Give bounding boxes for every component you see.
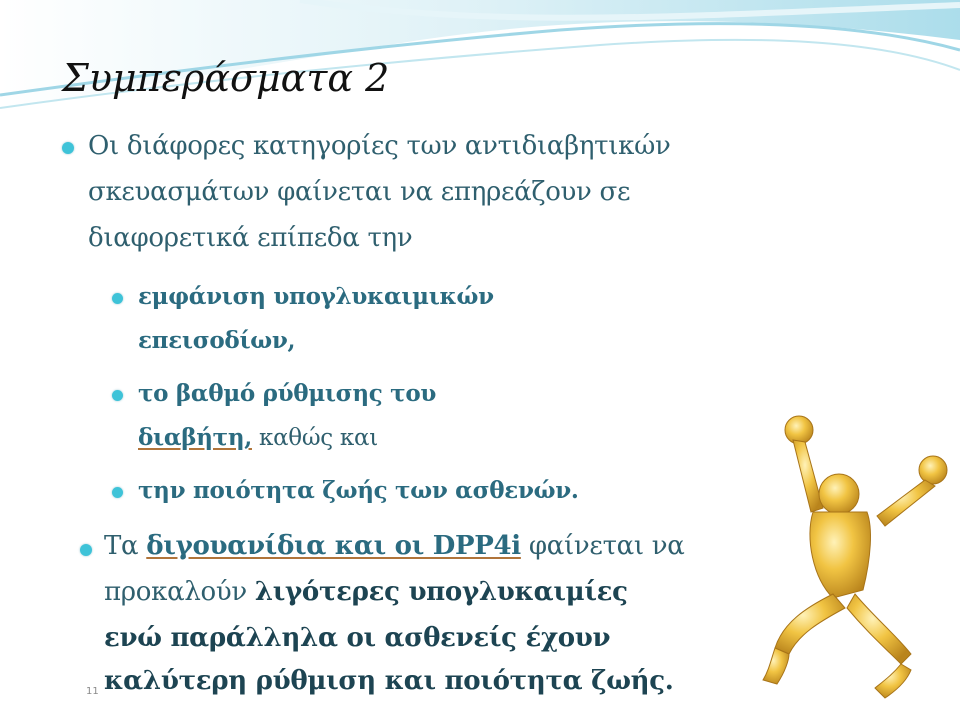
sub3-line1: την ποιότητα ζωής των ασθενών.	[138, 477, 579, 504]
sub-bullet-dot-icon	[112, 390, 123, 401]
bullet2-line2-bold: λιγότερες υπογλυκαιμίες	[254, 577, 628, 607]
golden-jumping-figure-illustration	[735, 408, 957, 700]
bullet2-line1-bold: διγουανίδια και οι DPP4i	[146, 531, 521, 561]
slide-number: 11	[86, 686, 99, 697]
sub-bullet-dot-icon	[112, 487, 123, 498]
slide-title: Συμπεράσματα 2	[62, 56, 390, 100]
sub2-line2-rest: καθώς και	[251, 425, 378, 451]
bullet2-line4: καλύτερη ρύθμιση και ποιότητα ζωής.	[104, 666, 674, 696]
sub2-line1: το βαθμό ρύθμισης του	[138, 380, 437, 407]
sub-bullet-dot-icon	[112, 293, 123, 304]
bullet-dot-icon	[80, 544, 92, 556]
bullet2-line1	[104, 531, 685, 561]
bullet2-line1-pre: Τα	[104, 531, 147, 561]
bullet2-line1-post: φαίνεται να	[520, 531, 685, 561]
bullet-dot-icon	[62, 142, 74, 154]
sub2-line2	[138, 424, 378, 451]
sub1-line1: εμφάνιση υπογλυκαιμικών	[138, 283, 494, 310]
sub1-line2: επεισοδίων,	[138, 327, 296, 354]
bullet1-line2: σκευασμάτων φαίνεται να επηρεάζουν σε	[88, 177, 631, 207]
bullet2-line3: ενώ παράλληλα οι ασθενείς έχουν	[104, 623, 611, 653]
sub2-line2-bold: διαβήτη,	[138, 424, 252, 451]
bullet1-line3: διαφορετικά επίπεδα την	[88, 223, 413, 253]
bullet2-line2-pre: προκαλούν	[104, 577, 255, 607]
bullet2-line2	[104, 577, 628, 607]
bullet1-line1: Οι διάφορες κατηγορίες των αντιδιαβητικών	[88, 131, 671, 161]
